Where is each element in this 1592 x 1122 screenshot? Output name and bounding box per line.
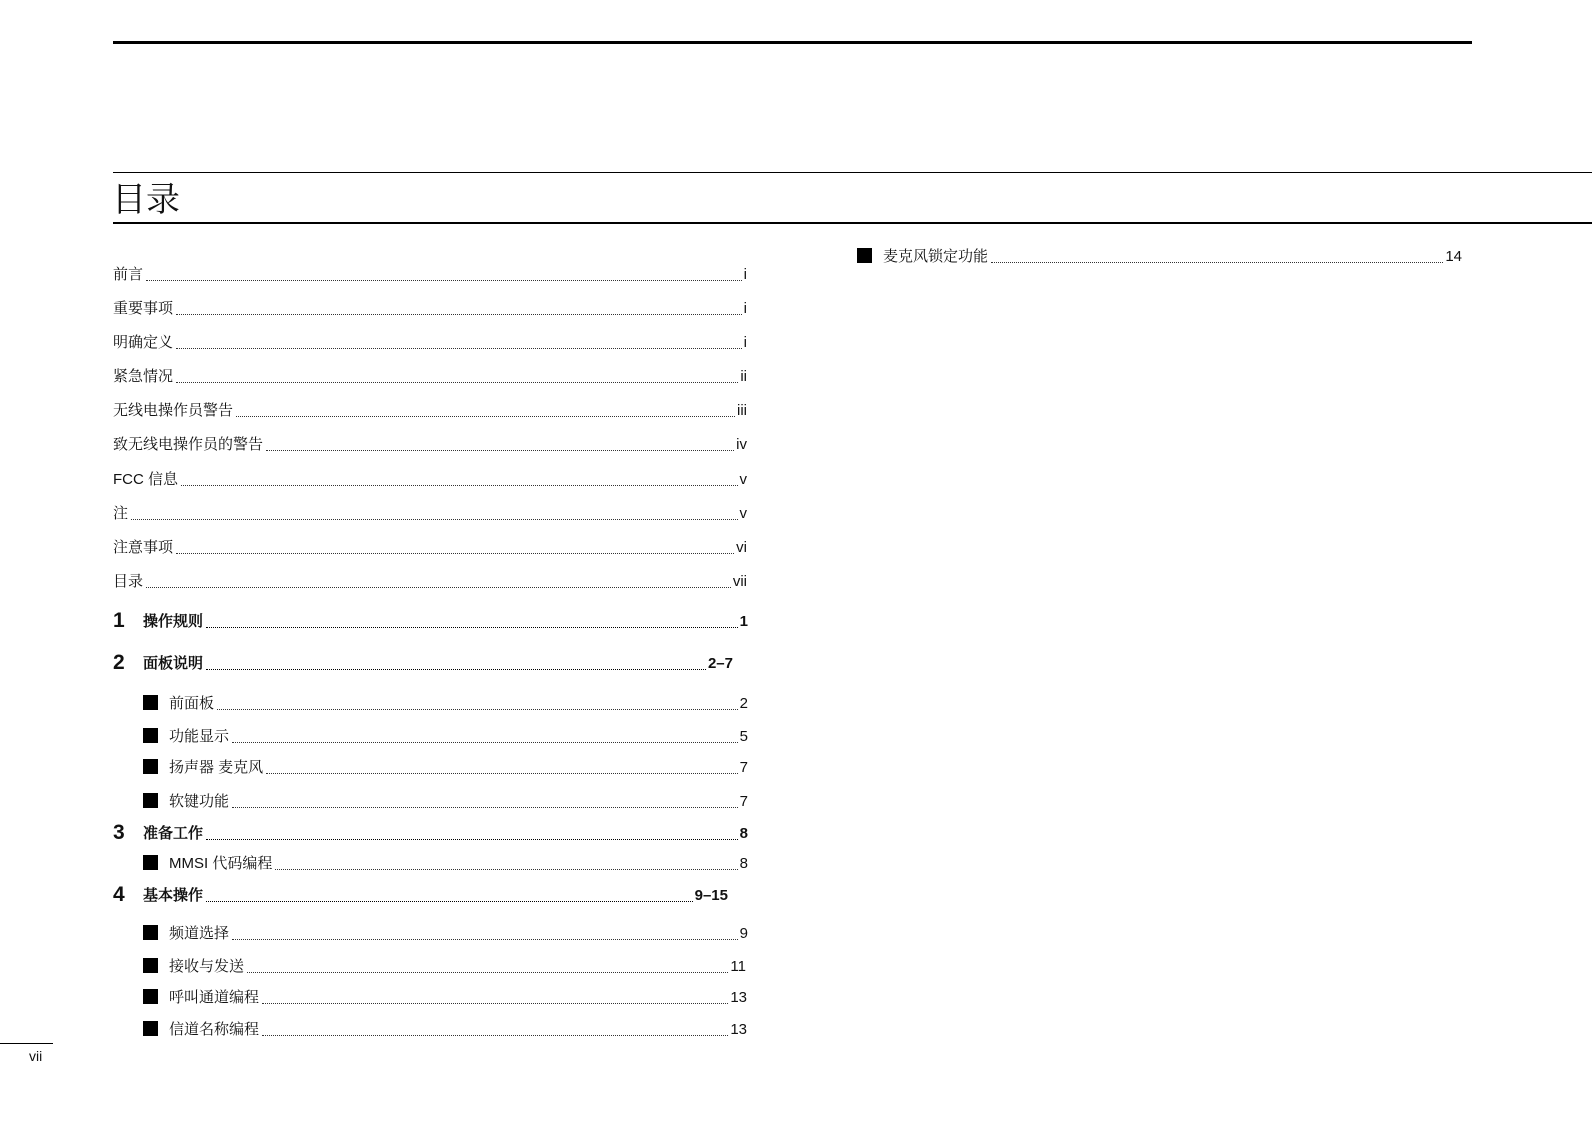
toc-entry[interactable]: [113, 533, 747, 557]
footer-rule: [0, 1043, 53, 1044]
toc-entry-label: 呼叫通道编程: [169, 989, 260, 1006]
toc-page-number: vii: [732, 573, 747, 590]
toc-chapter-entry[interactable]: [113, 819, 748, 843]
toc-entry[interactable]: [113, 567, 747, 591]
dot-leader: [146, 280, 742, 281]
toc-chapter-entry[interactable]: [113, 649, 733, 673]
toc-section-entry[interactable]: [143, 753, 748, 777]
toc-page-number: 2: [739, 695, 748, 712]
toc-entry-label: 前面板: [169, 695, 215, 712]
toc-page-number: 14: [1445, 248, 1462, 265]
toc-entry-label: 软键功能: [169, 793, 230, 810]
toc-chapter-entry[interactable]: [113, 881, 728, 905]
toc-section-entry[interactable]: [143, 787, 748, 811]
toc-page-number: 9: [739, 925, 748, 942]
toc-section-entry[interactable]: [143, 952, 746, 976]
toc-section-entry[interactable]: [143, 849, 748, 873]
title-rule-bottom: [113, 222, 1592, 224]
toc-entry-label: MMSI 代码编程: [169, 855, 273, 872]
toc-page-number: 13: [730, 1021, 747, 1038]
toc-entry[interactable]: [113, 260, 747, 284]
dot-leader: [206, 669, 706, 670]
toc-page-number: iii: [737, 402, 747, 419]
toc-entry-label: 明确定义: [113, 334, 174, 351]
toc-entry[interactable]: [113, 294, 747, 318]
toc-page-number: 8: [739, 825, 748, 842]
toc-page-number: 5: [739, 728, 748, 745]
dot-leader: [206, 839, 738, 840]
toc-entry-label: 致无线电操作员的警告: [113, 436, 264, 453]
dot-leader: [266, 450, 734, 451]
toc-page-number: vi: [736, 539, 747, 556]
toc-entry-label: 麦克风锁定功能: [883, 248, 989, 265]
square-bullet-icon: [143, 695, 158, 710]
toc-entry[interactable]: [113, 430, 747, 454]
square-bullet-icon: [857, 248, 872, 263]
square-bullet-icon: [143, 1021, 158, 1036]
toc-entry-label: 重要事项: [113, 300, 174, 317]
chapter-number: 3: [113, 821, 125, 844]
toc-page-number: v: [739, 471, 747, 488]
toc-entry-label: 频道选择: [169, 925, 230, 942]
toc-page-number: i: [743, 334, 747, 351]
dot-leader: [991, 262, 1443, 263]
toc-page-number: 2–7: [707, 655, 733, 672]
toc-chapter-entry[interactable]: [113, 607, 748, 631]
dot-leader: [232, 807, 738, 808]
toc-entry-label: 接收与发送: [169, 958, 245, 975]
toc-entry-label: 准备工作: [143, 825, 204, 842]
toc-section-entry[interactable]: [143, 1015, 747, 1039]
toc-entry-label: 注意事项: [113, 539, 174, 556]
toc-section-entry[interactable]: [143, 983, 747, 1007]
dot-leader: [275, 869, 737, 870]
toc-page-number: 13: [730, 989, 747, 1006]
toc-entry-label: 无线电操作员警告: [113, 402, 234, 419]
toc-page-number: 11: [730, 958, 746, 975]
toc-page-number: 7: [739, 793, 748, 810]
dot-leader: [217, 709, 738, 710]
toc-entry[interactable]: [113, 465, 747, 489]
square-bullet-icon: [143, 989, 158, 1004]
chapter-number: 1: [113, 609, 125, 632]
square-bullet-icon: [143, 728, 158, 743]
toc-page-number: v: [739, 505, 747, 522]
dot-leader: [146, 587, 731, 588]
dot-leader: [262, 1035, 728, 1036]
toc-page-number: 7: [739, 759, 748, 776]
toc-entry-label: 信道名称编程: [169, 1021, 260, 1038]
top-rule: [113, 41, 1472, 44]
square-bullet-icon: [143, 958, 158, 973]
dot-leader: [206, 627, 738, 628]
toc-page-number: 1: [739, 613, 748, 630]
dot-leader: [176, 314, 742, 315]
chapter-number: 2: [113, 651, 125, 674]
toc-page-number: 8: [739, 855, 748, 872]
toc-entry-label: 紧急情况: [113, 368, 174, 385]
chapter-number: 4: [113, 883, 125, 906]
toc-entry-label: 操作规则: [143, 613, 204, 630]
toc-page-number: i: [743, 300, 747, 317]
toc-entry-label: 前言: [113, 266, 144, 283]
dot-leader: [266, 773, 737, 774]
toc-entry-label: 功能显示: [169, 728, 230, 745]
title-rule-top: [113, 172, 1592, 173]
dot-leader: [131, 519, 737, 520]
toc-entry-label: FCC 信息: [113, 471, 178, 488]
toc-entry[interactable]: [113, 396, 747, 420]
dot-leader: [176, 348, 742, 349]
toc-section-entry[interactable]: [857, 242, 1462, 266]
square-bullet-icon: [143, 759, 158, 774]
dot-leader: [236, 416, 735, 417]
toc-page-number: 9–15: [694, 887, 728, 904]
toc-entry[interactable]: [113, 362, 747, 386]
toc-page-number: iv: [736, 436, 747, 453]
dot-leader: [181, 485, 738, 486]
square-bullet-icon: [143, 855, 158, 870]
square-bullet-icon: [143, 925, 158, 940]
square-bullet-icon: [143, 793, 158, 808]
toc-section-entry[interactable]: [143, 689, 748, 713]
page-title: 目录: [112, 181, 180, 219]
dot-leader: [232, 939, 738, 940]
toc-entry[interactable]: [113, 328, 747, 352]
dot-leader: [232, 742, 738, 743]
toc-section-entry[interactable]: [143, 919, 748, 943]
toc-page-number: i: [743, 266, 747, 283]
toc-section-entry[interactable]: [143, 722, 748, 746]
toc-entry-label: 面板说明: [143, 655, 204, 672]
dot-leader: [176, 382, 738, 383]
dot-leader: [206, 901, 693, 902]
toc-entry-label: 扬声器 麦克风: [169, 759, 264, 776]
dot-leader: [247, 972, 728, 973]
dot-leader: [176, 553, 734, 554]
toc-entry-label: 目录: [113, 573, 144, 590]
toc-entry-label: 注: [113, 505, 129, 522]
toc-entry[interactable]: [113, 499, 747, 523]
dot-leader: [262, 1003, 728, 1004]
footer-page-number: vii: [29, 1048, 43, 1064]
toc-entry-label: 基本操作: [143, 887, 204, 904]
toc-page-number: ii: [740, 368, 747, 385]
